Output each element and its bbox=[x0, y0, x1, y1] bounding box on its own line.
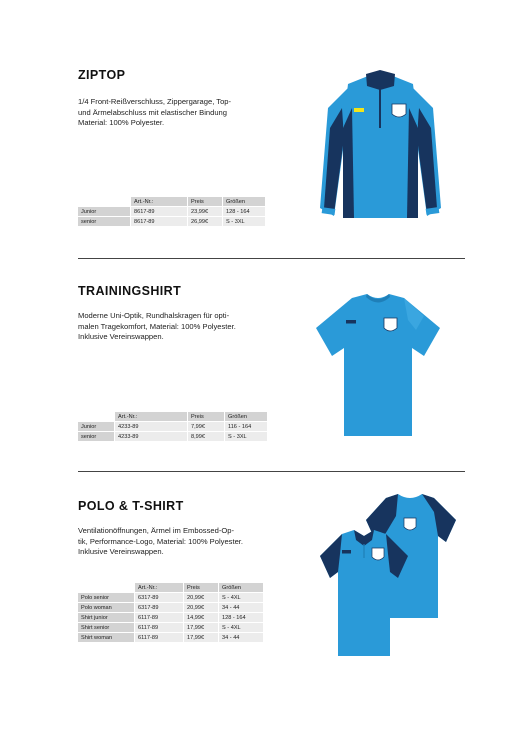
table-row bbox=[78, 593, 263, 602]
section-divider bbox=[78, 471, 465, 472]
table-row bbox=[78, 207, 265, 216]
ziptop-title: ZIPTOP bbox=[78, 68, 126, 82]
row-label: Junior bbox=[78, 207, 130, 216]
section-divider bbox=[78, 258, 465, 259]
row-price: 7,99€ bbox=[188, 422, 224, 431]
row-price: 20,99€ bbox=[184, 603, 218, 612]
row-label: senior bbox=[78, 432, 114, 441]
ziptop-desc-line: und Ärmelabschluss mit elastischer Bindung bbox=[78, 107, 227, 117]
row-art-nr: 8617-89 bbox=[131, 207, 187, 216]
header-art-nr: Art.-Nr.: bbox=[135, 583, 183, 592]
table-row bbox=[78, 217, 265, 226]
trainingshirt-desc-line: Moderne Uni-Optik, Rundhalskragen für opti- bbox=[78, 311, 230, 320]
row-art-nr: 6117-89 bbox=[135, 613, 183, 622]
table-row bbox=[78, 432, 267, 441]
row-label: Polo senior bbox=[78, 593, 134, 602]
header-price: Preis bbox=[184, 583, 218, 592]
trainingshirt-image bbox=[312, 290, 444, 440]
table-row bbox=[78, 603, 263, 612]
ziptop-desc-line: Material: 100% Polyester. bbox=[78, 118, 165, 128]
ziptop-desc-line: 1/4 Front-Reißverschluss, Zippergarage, Top- bbox=[78, 97, 232, 106]
trainingshirt-title: TRAININGSHIRT bbox=[78, 284, 182, 298]
polo-tshirt-price-table bbox=[77, 582, 264, 643]
row-size: 128 - 164 bbox=[219, 613, 263, 622]
row-size: S - 3XL bbox=[225, 432, 267, 441]
ziptop-image bbox=[318, 68, 443, 228]
row-size: 116 - 164 bbox=[225, 422, 267, 431]
ziptop-price-table bbox=[77, 196, 266, 227]
table-header-row bbox=[78, 197, 265, 206]
row-size: 128 - 164 bbox=[223, 207, 265, 216]
polo-tshirt-title: POLO & T-SHIRT bbox=[78, 499, 184, 513]
header-art-nr: Art.-Nr.: bbox=[115, 412, 187, 421]
trainingshirt-description bbox=[78, 311, 278, 343]
row-art-nr: 4233-89 bbox=[115, 422, 187, 431]
header-price: Preis bbox=[188, 197, 222, 206]
table-header-row bbox=[78, 583, 263, 592]
header-art-nr: Art.-Nr.: bbox=[131, 197, 187, 206]
row-label: Polo woman bbox=[78, 603, 134, 612]
table-row bbox=[78, 623, 263, 632]
row-price: 23,99€ bbox=[188, 207, 222, 216]
row-art-nr: 4233-89 bbox=[115, 432, 187, 441]
table-row bbox=[78, 613, 263, 622]
row-price: 26,99€ bbox=[188, 217, 222, 226]
header-sizes: Größen bbox=[225, 412, 267, 421]
table-row bbox=[78, 633, 263, 642]
row-label: Shirt senior bbox=[78, 623, 134, 632]
row-label: Shirt junior bbox=[78, 613, 134, 622]
header-sizes: Größen bbox=[219, 583, 263, 592]
row-size: 34 - 44 bbox=[219, 633, 263, 642]
row-art-nr: 6117-89 bbox=[135, 633, 183, 642]
row-price: 17,99€ bbox=[184, 633, 218, 642]
row-label: senior bbox=[78, 217, 130, 226]
row-size: S - 3XL bbox=[223, 217, 265, 226]
polo-tshirt-desc-line: Inklusive Vereinswappen. bbox=[78, 547, 164, 557]
trainingshirt-desc-line: Inklusive Vereinswappen. bbox=[78, 332, 164, 342]
row-size: S - 4XL bbox=[219, 593, 263, 602]
table-row bbox=[78, 422, 267, 431]
row-art-nr: 6117-89 bbox=[135, 623, 183, 632]
row-price: 8,99€ bbox=[188, 432, 224, 441]
header-price: Preis bbox=[188, 412, 224, 421]
row-size: 34 - 44 bbox=[219, 603, 263, 612]
polo-tshirt-description bbox=[78, 526, 278, 558]
row-art-nr: 6317-89 bbox=[135, 603, 183, 612]
trainingshirt-price-table bbox=[77, 411, 268, 442]
row-price: 20,99€ bbox=[184, 593, 218, 602]
table-header-row bbox=[78, 412, 267, 421]
header-sizes: Größen bbox=[223, 197, 265, 206]
ziptop-description bbox=[78, 97, 278, 129]
row-price: 17,99€ bbox=[184, 623, 218, 632]
polo-tshirt-desc-line: tik, Performance-Logo, Material: 100% Polyester. bbox=[78, 536, 244, 546]
row-art-nr: 8617-89 bbox=[131, 217, 187, 226]
polo-and-tshirt-image bbox=[318, 492, 458, 660]
trainingshirt-desc-line: malen Tragekomfort, Material: 100% Polyester. bbox=[78, 321, 236, 331]
row-art-nr: 6317-89 bbox=[135, 593, 183, 602]
row-price: 14,99€ bbox=[184, 613, 218, 622]
row-label: Shirt woman bbox=[78, 633, 134, 642]
polo-tshirt-desc-line: Ventilationöffnungen, Ärmel im Embossed-Op- bbox=[78, 526, 235, 535]
row-size: S - 4XL bbox=[219, 623, 263, 632]
row-label: Junior bbox=[78, 422, 114, 431]
